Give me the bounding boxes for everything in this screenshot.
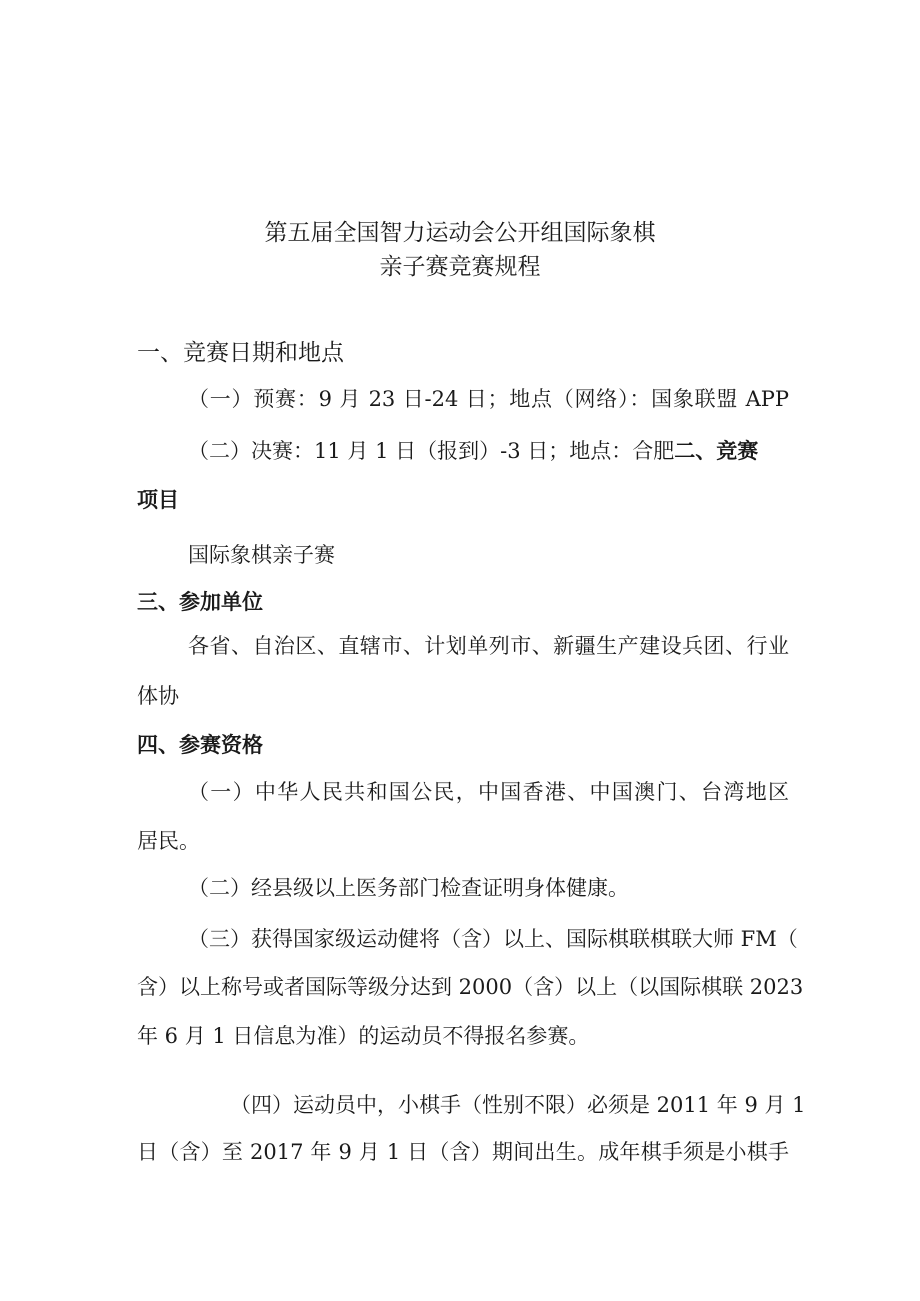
section4-item3-line2: 含）以上称号或者国际等级分达到 2000（含）以上（以国际棋联 2023 [137,975,804,999]
section3-heading: 三、参加单位 [137,590,263,614]
section1-heading: 一、竞赛日期和地点 [137,340,344,366]
section4-item4-line1: （四）运动员中，小棋手（性别不限）必须是 2011 年 9 月 1 [230,1093,806,1117]
section4-item4-line2: 日（含）至 2017 年 9 月 1 日（含）期间出生。成年棋手须是小棋手 [137,1140,789,1164]
section2-body: 国际象棋亲子赛 [188,543,335,567]
section4-item2: （二）经县级以上医务部门检查证明身体健康。 [188,876,629,900]
section1-item2 [188,436,789,466]
section4-item3-line1: （三）获得国家级运动健将（含）以上、国际棋联棋联大师 FM（ [188,927,798,951]
section4-item3-line3: 年 6 月 1 日信息为准）的运动员不得报名参赛。 [137,1024,590,1048]
section2-heading-cont: 项目 [137,488,179,512]
section3-body-line2: 体协 [137,684,179,708]
section1-item1: （一）预赛：9 月 23 日-24 日；地点（网络）：国象联盟 APP [188,387,789,411]
section3-body-line1: 各省、自治区、直辖市、计划单列市、新疆生产建设兵团、行业 [188,634,789,658]
section1-item2-text: （二）决赛：11 月 1 日（报到）-3 日；地点：合肥 [188,439,675,463]
section2-heading-start: 二、竞赛 [674,439,759,463]
document-title-line1: 第五届全国智力运动会公开组国际象棋 [264,220,656,246]
section4-item1-line1: （一）中华人民共和国公民，中国香港、中国澳门、台湾地区 [188,780,789,804]
section4-item1-line2: 居民。 [137,829,200,853]
section4-heading: 四、参赛资格 [137,733,263,757]
document-title-line2: 亲子赛竞赛规程 [379,254,541,280]
